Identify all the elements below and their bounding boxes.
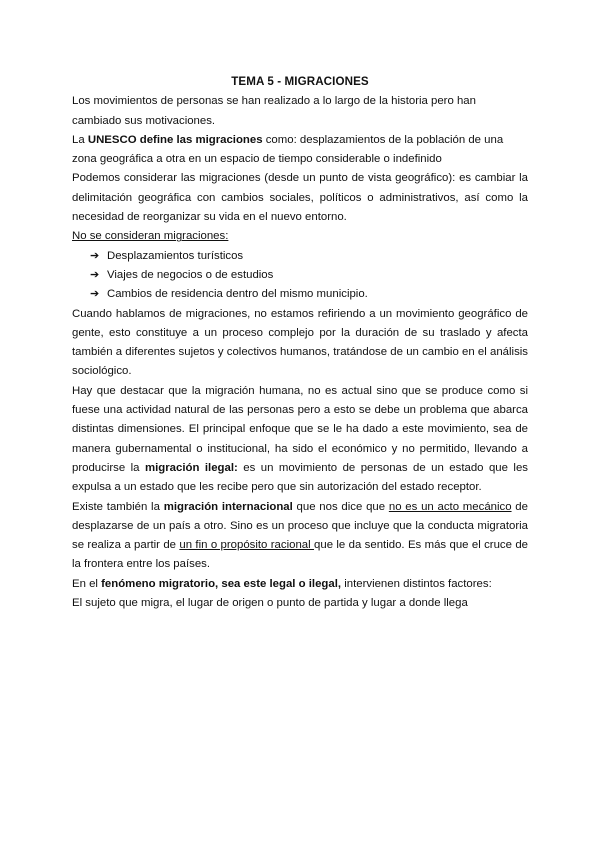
list-item-text: Cambios de residencia dentro del mismo municipio. — [107, 288, 368, 301]
paragraph-factors: El sujeto que migra, el lugar de origen o punto de partida y lugar a donde llega — [72, 597, 468, 610]
paragraph-illegal-migration — [72, 382, 528, 498]
text-segment: Existe también la — [72, 500, 164, 513]
paragraph-intro: Los movimientos de personas se han realizado a lo largo de la historia pero han cambiado sus motivaciones. — [72, 95, 476, 127]
paragraph-complex-process: Cuando hablamos de migraciones, no estamos refiriendo a un movimiento geográfico de gente, esto constituye a un proceso complejo por la duración de su traslado y afecta también a diferentes sujetos y colectivos humanos, tratándose de un cambio en el análisis sociológico. — [72, 307, 528, 378]
text-segment: que nos dice que — [292, 500, 389, 513]
underlined-phrase: no es un acto mecánico — [388, 500, 512, 513]
paragraph-international-migration — [72, 498, 528, 575]
list-item-text: Viajes de negocios o de estudios — [107, 268, 274, 281]
text-segment: de desplazarse de un país a otro. Sino es un proceso que incluye que la conducta migratoria se realiza a partir de — [72, 500, 528, 552]
document-page — [72, 72, 528, 613]
bold-term: migración ilegal: — [144, 461, 238, 474]
text-segment: que le da sentido. Es más que el cruce de la frontera entre los países. — [72, 539, 528, 571]
list-item — [90, 285, 528, 304]
paragraph-migratory-phenomenon — [72, 575, 528, 594]
page-title: TEMA 5 - MIGRACIONES — [231, 75, 369, 88]
arrow-right-icon: ➔ — [90, 249, 100, 262]
text-segment: En el — [72, 577, 102, 590]
list-item-text: Desplazamientos turísticos — [107, 249, 244, 262]
no-migration-heading — [72, 227, 528, 246]
underlined-phrase: un fin o propósito racional — [179, 539, 315, 552]
text-segment: es un movimiento de personas de un estado que les expulsa a un estado que les recibe pero que sin autorización del estado receptor. — [72, 461, 528, 494]
arrow-right-icon: ➔ — [90, 268, 100, 281]
text-segment: La — [72, 133, 88, 146]
bold-term: migración internacional — [163, 500, 293, 513]
no-migration-list — [72, 247, 528, 305]
bold-term: UNESCO define las migraciones — [87, 133, 263, 146]
text-segment: Hay que destacar que la migración humana, no es actual sino que se produce como si fuese una actividad natural de las personas pero a esto se debe un problema que abarca distintas dimensiones. El principal enfoque que se le ha dado a este movimiento, sea de manera gubernamental o institucional, ha sido el económico y no permitido, llevando a producirse la — [72, 384, 528, 474]
text-segment: como: desplazamientos de la población de una zona geográfica a otra en un espacio de tiempo considerable o indefinido — [72, 133, 504, 166]
paragraph-unesco-definition — [72, 131, 528, 170]
paragraph-geographic-view: Podemos considerar las migraciones (desde un punto de vista geográfico): es cambiar la delimitación geográfica con cambios sociales, políticos o administrativos, así como la necesidad de reorganizar su vida en el nuevo entorno. — [72, 172, 528, 224]
bold-term: fenómeno migratorio, sea este legal o ilegal, — [101, 577, 342, 590]
list-item — [90, 247, 528, 266]
underlined-heading: No se consideran migraciones: — [72, 230, 229, 243]
list-item — [90, 266, 528, 285]
arrow-right-icon: ➔ — [90, 288, 100, 301]
text-segment: intervienen distintos factores: — [341, 577, 492, 590]
